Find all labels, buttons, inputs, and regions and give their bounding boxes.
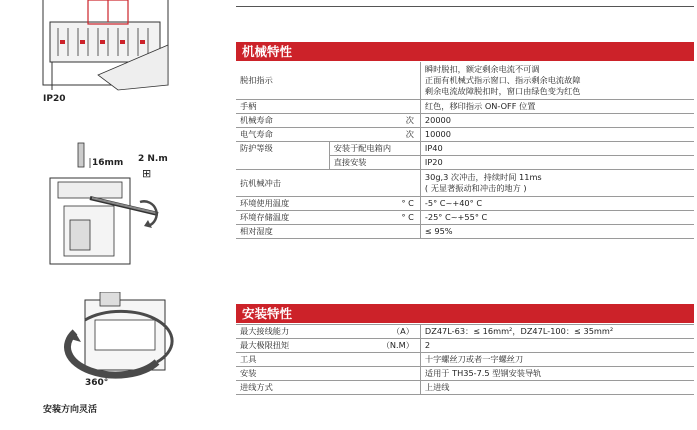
row-unit: ° C xyxy=(329,211,420,225)
top-divider xyxy=(236,6,694,7)
torque-label: 2 N.m xyxy=(138,154,168,164)
row-value: DZ47L-63：≤ 16mm²，DZ47L-100：≤ 35mm² xyxy=(420,325,694,339)
row-label: 防护等级 xyxy=(236,142,329,170)
row-label: 最大接线能力 xyxy=(236,325,329,339)
row-value: IP40 xyxy=(420,142,694,156)
row-value: 20000 xyxy=(420,114,694,128)
table-row xyxy=(236,325,694,339)
row-unit: ° C xyxy=(329,197,420,211)
value-line: 瞬时脱扣，额定剩余电流不可调 xyxy=(424,64,540,74)
table-row xyxy=(236,100,694,114)
row-value xyxy=(420,170,694,197)
row-label: 手柄 xyxy=(236,100,329,114)
row-sublabel: 直接安装 xyxy=(329,156,420,170)
distribution-box-illustration xyxy=(38,0,188,92)
row-value: 10000 xyxy=(420,128,694,142)
screw-length-label: 16mm xyxy=(92,158,124,168)
row-unit: 次 xyxy=(329,128,420,142)
row-value: 适用于 TH35-7.5 型钢安装导轨 xyxy=(420,367,694,381)
table-row xyxy=(236,142,694,156)
table-row xyxy=(236,381,694,395)
value-line: 剩余电流故障脱扣时，窗口由绿色变为红色 xyxy=(424,86,581,96)
mech-table xyxy=(236,62,694,239)
row-label: 安装 xyxy=(236,367,329,381)
row-sublabel: 安装于配电箱内 xyxy=(329,142,420,156)
row-unit xyxy=(329,225,420,239)
row-unit xyxy=(329,381,420,395)
ip-label: IP20 xyxy=(43,94,66,104)
row-value: 红色，移印指示 ON-OFF 位置 xyxy=(420,100,694,114)
row-label: 最大极限扭矩 xyxy=(236,339,329,353)
table-row xyxy=(236,114,694,128)
row-label: 机械寿命 xyxy=(236,114,329,128)
row-unit: （N.M） xyxy=(329,339,420,353)
row-value: 十字螺丝刀或者一字螺丝刀 xyxy=(420,353,694,367)
row-label: 相对湿度 xyxy=(236,225,329,239)
row-value: -25° C~+55° C xyxy=(420,211,694,225)
table-row xyxy=(236,353,694,367)
row-unit xyxy=(329,353,420,367)
row-label: 脱扣指示 xyxy=(236,62,329,100)
install-table xyxy=(236,324,694,395)
table-row xyxy=(236,197,694,211)
row-value: 上进线 xyxy=(420,381,694,395)
rotation-label: 360° xyxy=(85,378,109,388)
mech-section-title: 机械特性 xyxy=(236,42,694,61)
table-row xyxy=(236,211,694,225)
row-label: 抗机械冲击 xyxy=(236,170,329,197)
row-label: 环境存储温度 xyxy=(236,211,329,225)
row-unit: 次 xyxy=(329,114,420,128)
row-value: -5° C~+40° C xyxy=(420,197,694,211)
table-row xyxy=(236,225,694,239)
row-unit: （A） xyxy=(329,325,420,339)
row-value: ≤ 95% xyxy=(420,225,694,239)
install-section-title: 安装特性 xyxy=(236,304,694,323)
row-value: 2 xyxy=(420,339,694,353)
table-row xyxy=(236,128,694,142)
rotation-illustration xyxy=(45,292,185,392)
cross-screw-icon: ⊞ xyxy=(142,167,152,180)
row-label: 环境使用温度 xyxy=(236,197,329,211)
row-label: 进线方式 xyxy=(236,381,329,395)
table-row xyxy=(236,62,694,100)
illustration-column xyxy=(0,0,230,430)
row-unit xyxy=(329,100,420,114)
table-row xyxy=(236,367,694,381)
row-value xyxy=(420,62,694,100)
table-row xyxy=(236,170,694,197)
rotation-caption: 安装方向灵活 xyxy=(43,405,98,415)
row-value: IP20 xyxy=(420,156,694,170)
row-unit xyxy=(329,367,420,381)
table-row xyxy=(236,339,694,353)
row-unit xyxy=(329,170,420,197)
row-unit xyxy=(329,62,420,100)
row-label: 工具 xyxy=(236,353,329,367)
row-label: 电气寿命 xyxy=(236,128,329,142)
value-line: 30g,3 次冲击，持续时间 11ms xyxy=(424,172,542,182)
value-line: ( 无显著振动和冲击的地方 ) xyxy=(424,183,527,193)
value-line: 正面有机械式指示窗口、指示剩余电流故障 xyxy=(424,75,581,85)
